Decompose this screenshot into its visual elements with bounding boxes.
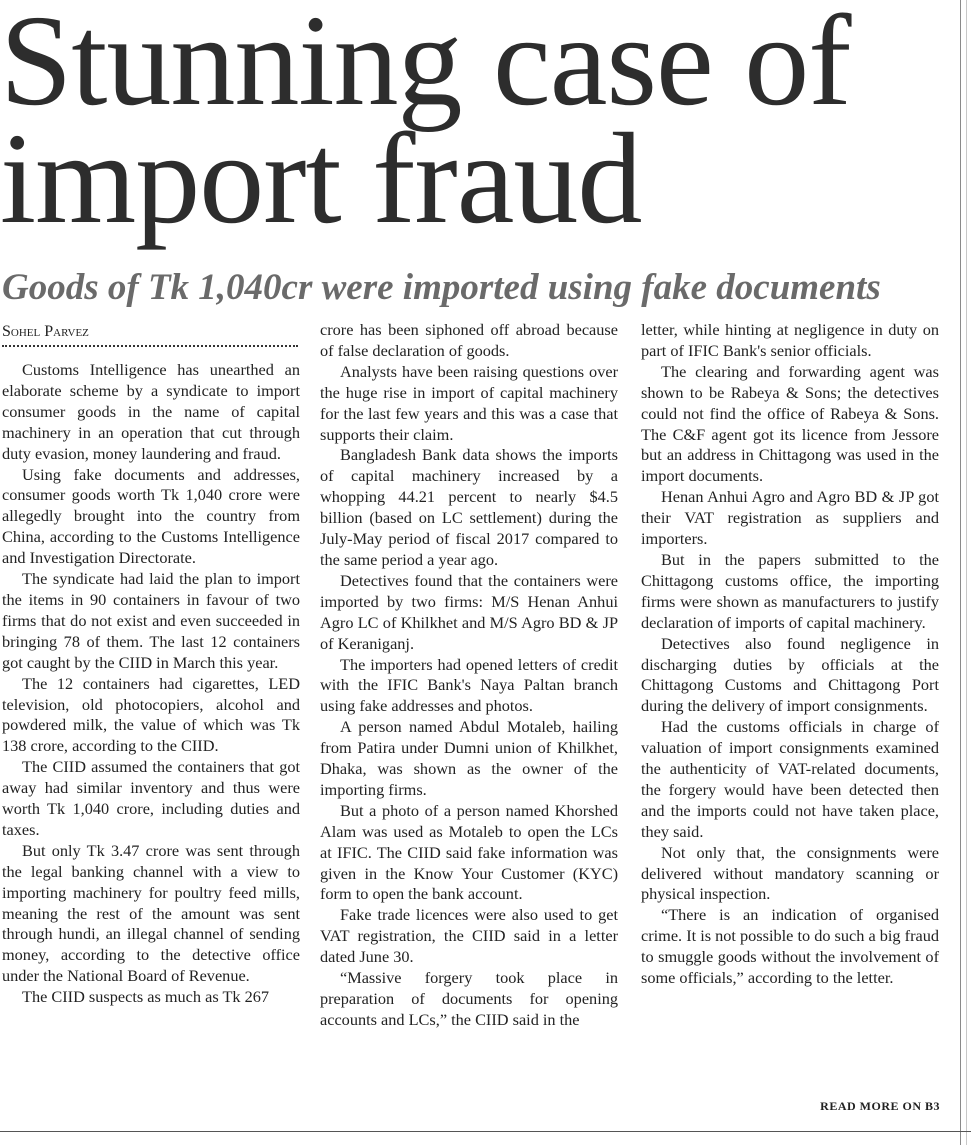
column-1: [2, 360, 300, 1008]
paragraph: “There is an indication of organised crime. It is not possible to do such a big fraud to smuggle goods without the involvement of some officials,” according to the letter.: [641, 905, 939, 988]
byline: Sohel Parvez: [2, 323, 89, 340]
paragraph: Bangladesh Bank data shows the imports of capital machinery increased by a whopping 44.21 percent to nearly $4.5 billion (based on LC settlement) during the July-May period of fiscal 2017 compared to the same period a year ago.: [320, 445, 618, 569]
paragraph: “Massive forgery took place in preparation of documents for opening accounts and LCs,” the CIID said in the: [320, 968, 618, 1029]
paragraph: A person named Abdul Motaleb, hailing from Patira under Dumni union of Khilkhet, Dhaka, was shown as the owner of the importing firms.: [320, 717, 618, 799]
read-more-link[interactable]: READ MORE ON B3: [820, 1099, 940, 1113]
paragraph: Henan Anhui Agro and Agro BD & JP got their VAT registration as suppliers and importers.: [641, 487, 939, 549]
paragraph: Customs Intelligence has unearthed an elaborate scheme by a syndicate to import consumer goods in the name of capital machinery in an operation that cut through duty evasion, money laundering and fraud.: [2, 360, 300, 463]
bottom-rule: [0, 1131, 971, 1132]
byline-divider: [2, 345, 298, 347]
paragraph: The CIID suspects as much as Tk 267: [22, 987, 270, 1007]
paragraph: Detectives found that the containers were imported by two firms: M/S Henan Anhui Agro LC of Khilkhet and M/S Agro BD & JP of Keraniganj.: [320, 570, 618, 653]
headline: Stunning case of import fraud: [0, 0, 851, 251]
paragraph: But only Tk 3.47 crore was sent through the legal banking channel with a view to importing machinery for poultry feed mills, meaning the rest of the amount was sent through hundi, an illegal channel of sending money, according to the detective office under the National Board of Revenue.: [2, 840, 300, 986]
paragraph: Using fake documents and addresses, consumer goods worth Tk 1,040 crore were allegedly brought into the country from China, according to the Customs Intelligence and Investigation Directorate.: [2, 464, 300, 568]
paragraph: But a photo of a person named Khorshed Alam was used as Motaleb to open the LCs at IFIC. The CIID said fake information was given in the Know Your Customer (KYC) form to open the bank account.: [320, 800, 618, 904]
paragraph: Detectives also found negligence in discharging duties by officials at the Chittagong Customs and Chittagong Port during the delivery of import consignments.: [641, 633, 939, 716]
deck-subheadline: Goods of Tk 1,040cr were imported using fake documents: [2, 267, 881, 308]
paragraph: Analysts have been raising questions over the huge rise in import of capital machinery for the last few years and this was a case that supports their claim.: [320, 361, 618, 444]
column-2: [320, 320, 618, 1031]
paragraph: The importers had opened letters of credit with the IFIC Bank's Naya Paltan branch using fake addresses and photos.: [320, 654, 618, 716]
paragraph: But in the papers submitted to the Chittagong customs office, the importing firms were shown as manufacturers to justify declaration of imports of capital machinery.: [641, 549, 939, 632]
paragraph: letter, while hinting at negligence in duty on part of IFIC Bank's senior officials.: [641, 320, 939, 360]
paragraph: The clearing and forwarding agent was shown to be Rabeya & Sons; the detectives could not find the office of Rabeya & Sons. The C&F agent got its licence from Jessore but an address in Chittagong was used in the import documents.: [641, 361, 939, 486]
paragraph: The 12 containers had cigarettes, LED television, old photocopiers, alcohol and powdered milk, the value of which was Tk 138 crore, according to the CIID.: [2, 673, 300, 756]
column-3: [641, 320, 939, 989]
paragraph: Not only that, the consignments were delivered without mandatory scanning or physical inspection.: [641, 842, 939, 904]
column-rule: [960, 0, 961, 1145]
paragraph: The syndicate had laid the plan to import the items in 90 containers in favour of two firms that do not exist and even succeeded in bringing 78 of them. The last 12 containers got caught by the CIID in March this year.: [2, 569, 300, 672]
paragraph: Had the customs officials in charge of valuation of import consignments examined the authenticity of VAT-related documents, the forgery would have been detected then and the imports could not have taken place, they said.: [641, 717, 939, 841]
paragraph: crore has been siphoned off abroad because of false declaration of goods.: [320, 320, 618, 360]
paragraph: The CIID assumed the containers that got away had similar inventory and thus were worth Tk 1,040 crore, including duties and taxes.: [2, 757, 300, 839]
paragraph: Fake trade licences were also used to get VAT registration, the CIID said in a letter dated June 30.: [320, 905, 618, 967]
edge-rule: [966, 0, 967, 1145]
